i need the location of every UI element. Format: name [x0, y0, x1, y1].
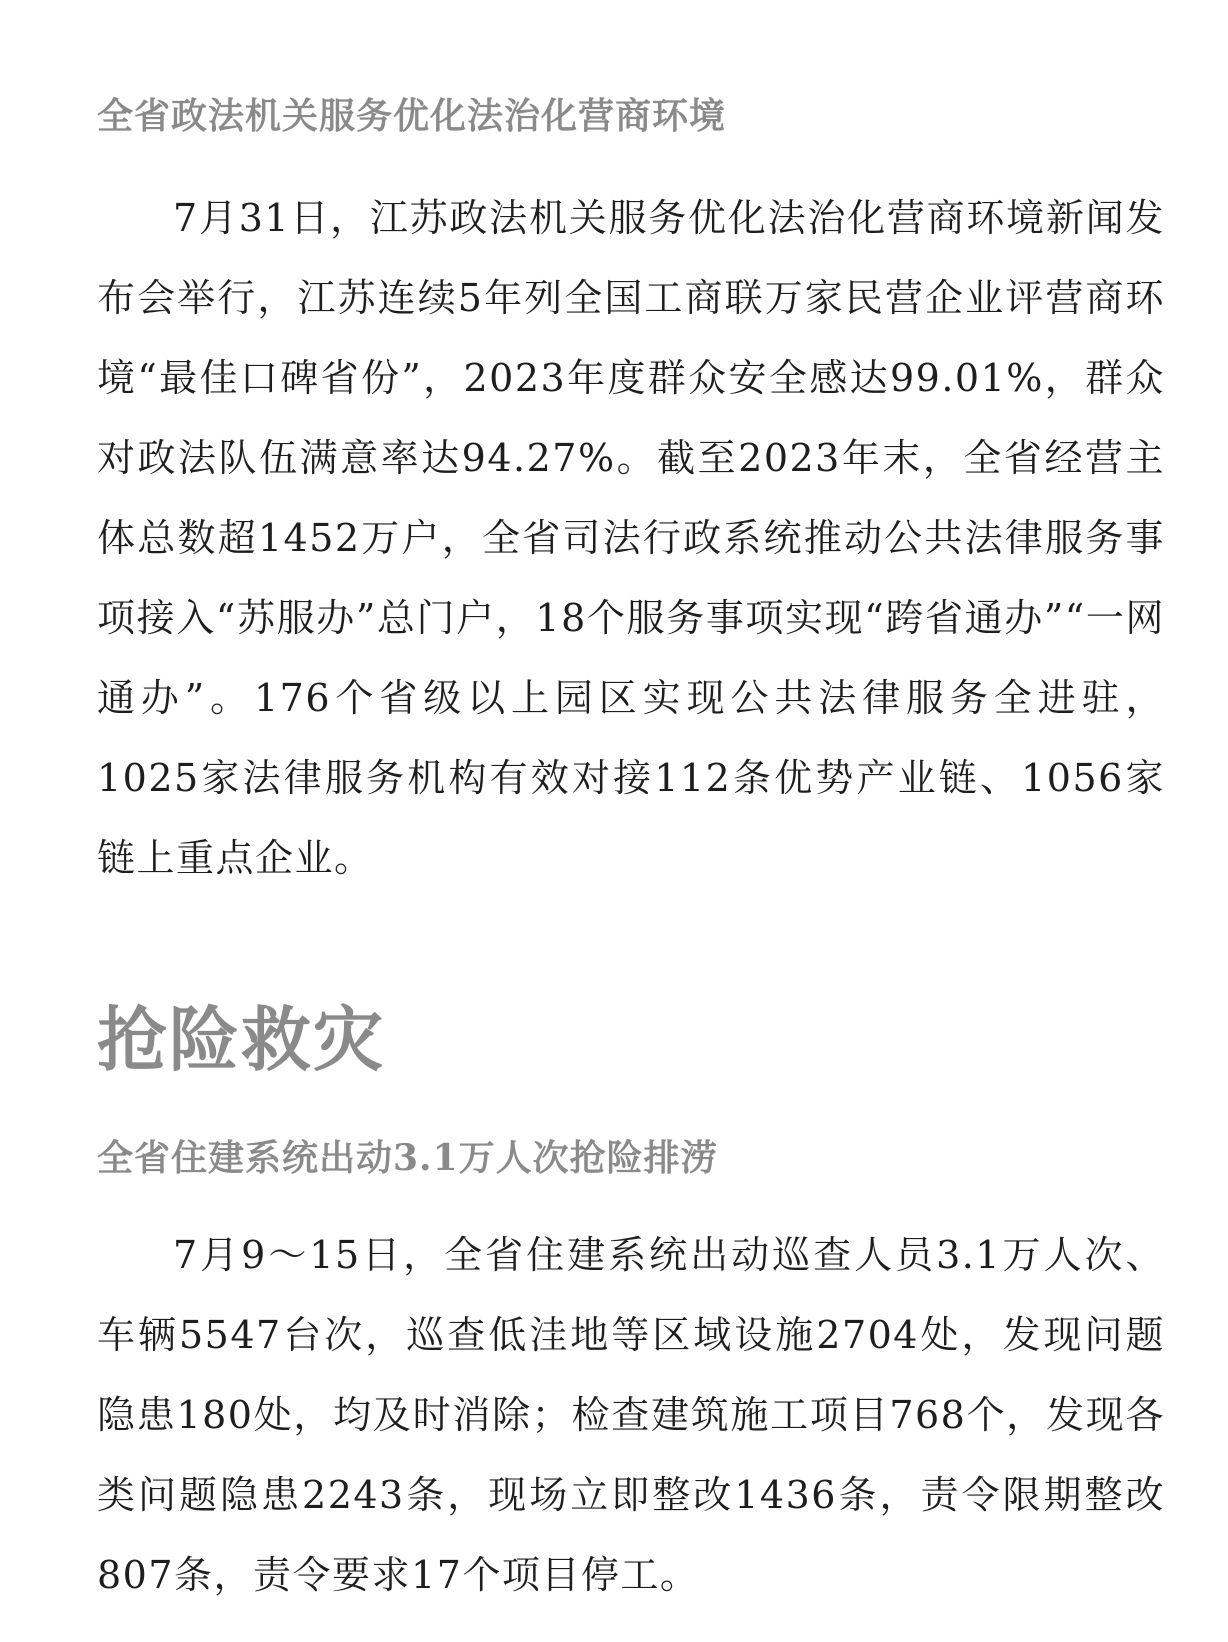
article-heading-legal: 全省政法机关服务优化法治化营商环境 [97, 95, 727, 137]
section-title-rescue: 抢险救灾 [97, 999, 385, 1081]
article-heading-rescue: 全省住建系统出动3.1万人次抢险排涝 [97, 1137, 718, 1179]
article-body-legal: 7月31日，江苏政法机关服务优化法治化营商环境新闻发布会举行，江苏连续5年列全国工商联万家民营企业评营商环境“最佳口碑省份”，2023年度群众安全感达99.01%，群众对政法队伍满意率达94.27%。截至2023年末，全省经营主体总数超1452万户，全省司法行政系统推动公共法律服务事项接入“苏服办”总门户，18个服务事项实现“跨省通办”“一网通办”。176个省级以上园区实现公共法律服务全进驻，1025家法律服务机构有效对接112条优势产业链、1056家链上重点企业。 [97, 196, 1165, 880]
article-body-rescue: 7月9～15日，全省住建系统出动巡查人员3.1万人次、车辆5547台次，巡查低洼地等区域设施2704处，发现问题隐患180处，均及时消除；检查建筑施工项目768个，发现各类问题隐患2243条，现场立即整改1436条，责令限期整改807条，责令要求17个项目停工。 [97, 1233, 1165, 1597]
